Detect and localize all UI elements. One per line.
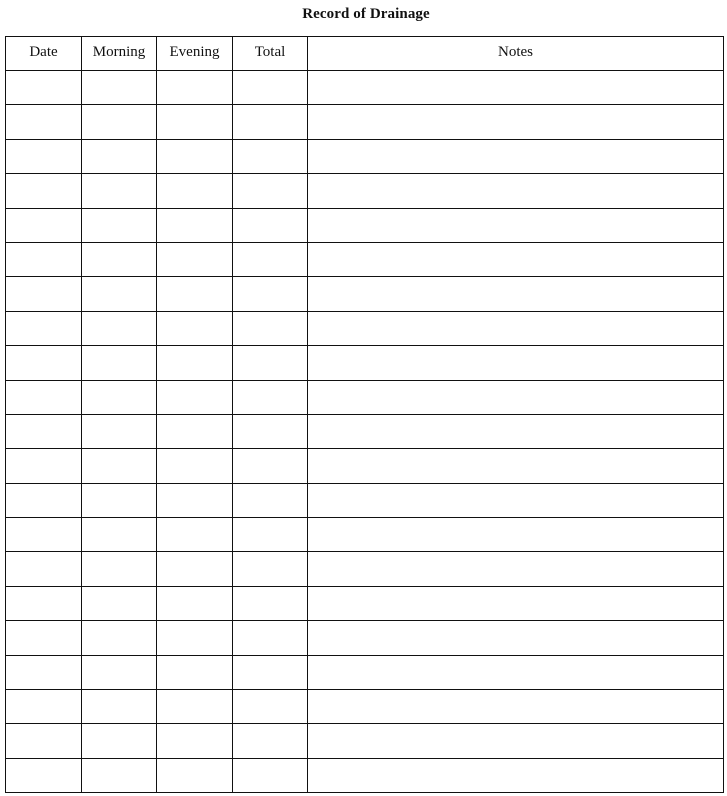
cell-date xyxy=(6,380,82,414)
cell-total xyxy=(233,311,308,345)
cell-morning xyxy=(82,518,157,552)
cell-evening xyxy=(157,380,233,414)
cell-date xyxy=(6,242,82,276)
cell-morning xyxy=(82,586,157,620)
table-row xyxy=(6,758,724,792)
table-row xyxy=(6,690,724,724)
cell-morning xyxy=(82,449,157,483)
cell-morning xyxy=(82,655,157,689)
cell-morning xyxy=(82,724,157,758)
cell-evening xyxy=(157,724,233,758)
cell-notes xyxy=(308,277,724,311)
table-row xyxy=(6,105,724,139)
cell-morning xyxy=(82,483,157,517)
cell-notes xyxy=(308,483,724,517)
table-row xyxy=(6,208,724,242)
cell-evening xyxy=(157,690,233,724)
cell-notes xyxy=(308,311,724,345)
cell-notes xyxy=(308,518,724,552)
log-body xyxy=(6,71,724,793)
table-row xyxy=(6,655,724,689)
cell-notes xyxy=(308,724,724,758)
cell-evening xyxy=(157,414,233,448)
cell-date xyxy=(6,139,82,173)
table-row xyxy=(6,621,724,655)
cell-date xyxy=(6,414,82,448)
table-row xyxy=(6,174,724,208)
table-row xyxy=(6,518,724,552)
cell-notes xyxy=(308,242,724,276)
cell-evening xyxy=(157,552,233,586)
cell-evening xyxy=(157,655,233,689)
cell-total xyxy=(233,242,308,276)
cell-notes xyxy=(308,758,724,792)
cell-morning xyxy=(82,758,157,792)
cell-total xyxy=(233,414,308,448)
cell-notes xyxy=(308,105,724,139)
cell-notes xyxy=(308,414,724,448)
cell-notes xyxy=(308,552,724,586)
cell-date xyxy=(6,105,82,139)
cell-total xyxy=(233,690,308,724)
cell-evening xyxy=(157,139,233,173)
cell-total xyxy=(233,380,308,414)
cell-total xyxy=(233,449,308,483)
table-row xyxy=(6,414,724,448)
table-row xyxy=(6,449,724,483)
cell-morning xyxy=(82,690,157,724)
cell-date xyxy=(6,758,82,792)
page-title: Record of Drainage xyxy=(302,6,430,22)
cell-total xyxy=(233,586,308,620)
cell-evening xyxy=(157,518,233,552)
cell-morning xyxy=(82,277,157,311)
cell-evening xyxy=(157,71,233,105)
cell-date xyxy=(6,655,82,689)
cell-total xyxy=(233,346,308,380)
cell-evening xyxy=(157,242,233,276)
table-row xyxy=(6,346,724,380)
cell-total xyxy=(233,758,308,792)
cell-total xyxy=(233,277,308,311)
cell-morning xyxy=(82,242,157,276)
cell-evening xyxy=(157,586,233,620)
cell-evening xyxy=(157,483,233,517)
cell-notes xyxy=(308,139,724,173)
table-row xyxy=(6,71,724,105)
cell-morning xyxy=(82,105,157,139)
table-row xyxy=(6,380,724,414)
cell-total xyxy=(233,105,308,139)
cell-morning xyxy=(82,414,157,448)
cell-total xyxy=(233,655,308,689)
cell-morning xyxy=(82,208,157,242)
cell-total xyxy=(233,518,308,552)
cell-notes xyxy=(308,655,724,689)
cell-evening xyxy=(157,311,233,345)
cell-date xyxy=(6,208,82,242)
cell-date xyxy=(6,71,82,105)
cell-notes xyxy=(308,174,724,208)
cell-morning xyxy=(82,621,157,655)
cell-morning xyxy=(82,174,157,208)
cell-total xyxy=(233,621,308,655)
cell-evening xyxy=(157,277,233,311)
column-header-evening: Evening xyxy=(157,37,233,71)
cell-total xyxy=(233,139,308,173)
cell-notes xyxy=(308,346,724,380)
cell-notes xyxy=(308,621,724,655)
table-row xyxy=(6,139,724,173)
cell-date xyxy=(6,690,82,724)
cell-total xyxy=(233,724,308,758)
cell-notes xyxy=(308,208,724,242)
cell-morning xyxy=(82,311,157,345)
cell-evening xyxy=(157,105,233,139)
cell-date xyxy=(6,483,82,517)
cell-morning xyxy=(82,71,157,105)
table-row xyxy=(6,552,724,586)
column-header-notes: Notes xyxy=(308,37,724,71)
cell-date xyxy=(6,346,82,380)
column-header-date: Date xyxy=(6,37,82,71)
column-header-morning: Morning xyxy=(82,37,157,71)
header-row xyxy=(6,37,724,71)
cell-notes xyxy=(308,690,724,724)
cell-notes xyxy=(308,71,724,105)
table-row xyxy=(6,277,724,311)
cell-total xyxy=(233,483,308,517)
cell-date xyxy=(6,277,82,311)
table-row xyxy=(6,242,724,276)
table-row xyxy=(6,724,724,758)
drainage-log-table xyxy=(5,36,724,793)
cell-date xyxy=(6,449,82,483)
cell-date xyxy=(6,174,82,208)
cell-morning xyxy=(82,380,157,414)
cell-date xyxy=(6,621,82,655)
cell-total xyxy=(233,174,308,208)
cell-date xyxy=(6,311,82,345)
table-row xyxy=(6,483,724,517)
column-header-total: Total xyxy=(233,37,308,71)
cell-evening xyxy=(157,346,233,380)
cell-notes xyxy=(308,586,724,620)
cell-date xyxy=(6,586,82,620)
cell-total xyxy=(233,552,308,586)
cell-notes xyxy=(308,380,724,414)
cell-morning xyxy=(82,346,157,380)
cell-total xyxy=(233,71,308,105)
cell-notes xyxy=(308,449,724,483)
cell-date xyxy=(6,552,82,586)
cell-morning xyxy=(82,139,157,173)
cell-evening xyxy=(157,621,233,655)
cell-morning xyxy=(82,552,157,586)
cell-evening xyxy=(157,174,233,208)
cell-evening xyxy=(157,449,233,483)
cell-date xyxy=(6,518,82,552)
cell-evening xyxy=(157,758,233,792)
table-row xyxy=(6,311,724,345)
cell-date xyxy=(6,724,82,758)
table-row xyxy=(6,586,724,620)
cell-evening xyxy=(157,208,233,242)
cell-total xyxy=(233,208,308,242)
